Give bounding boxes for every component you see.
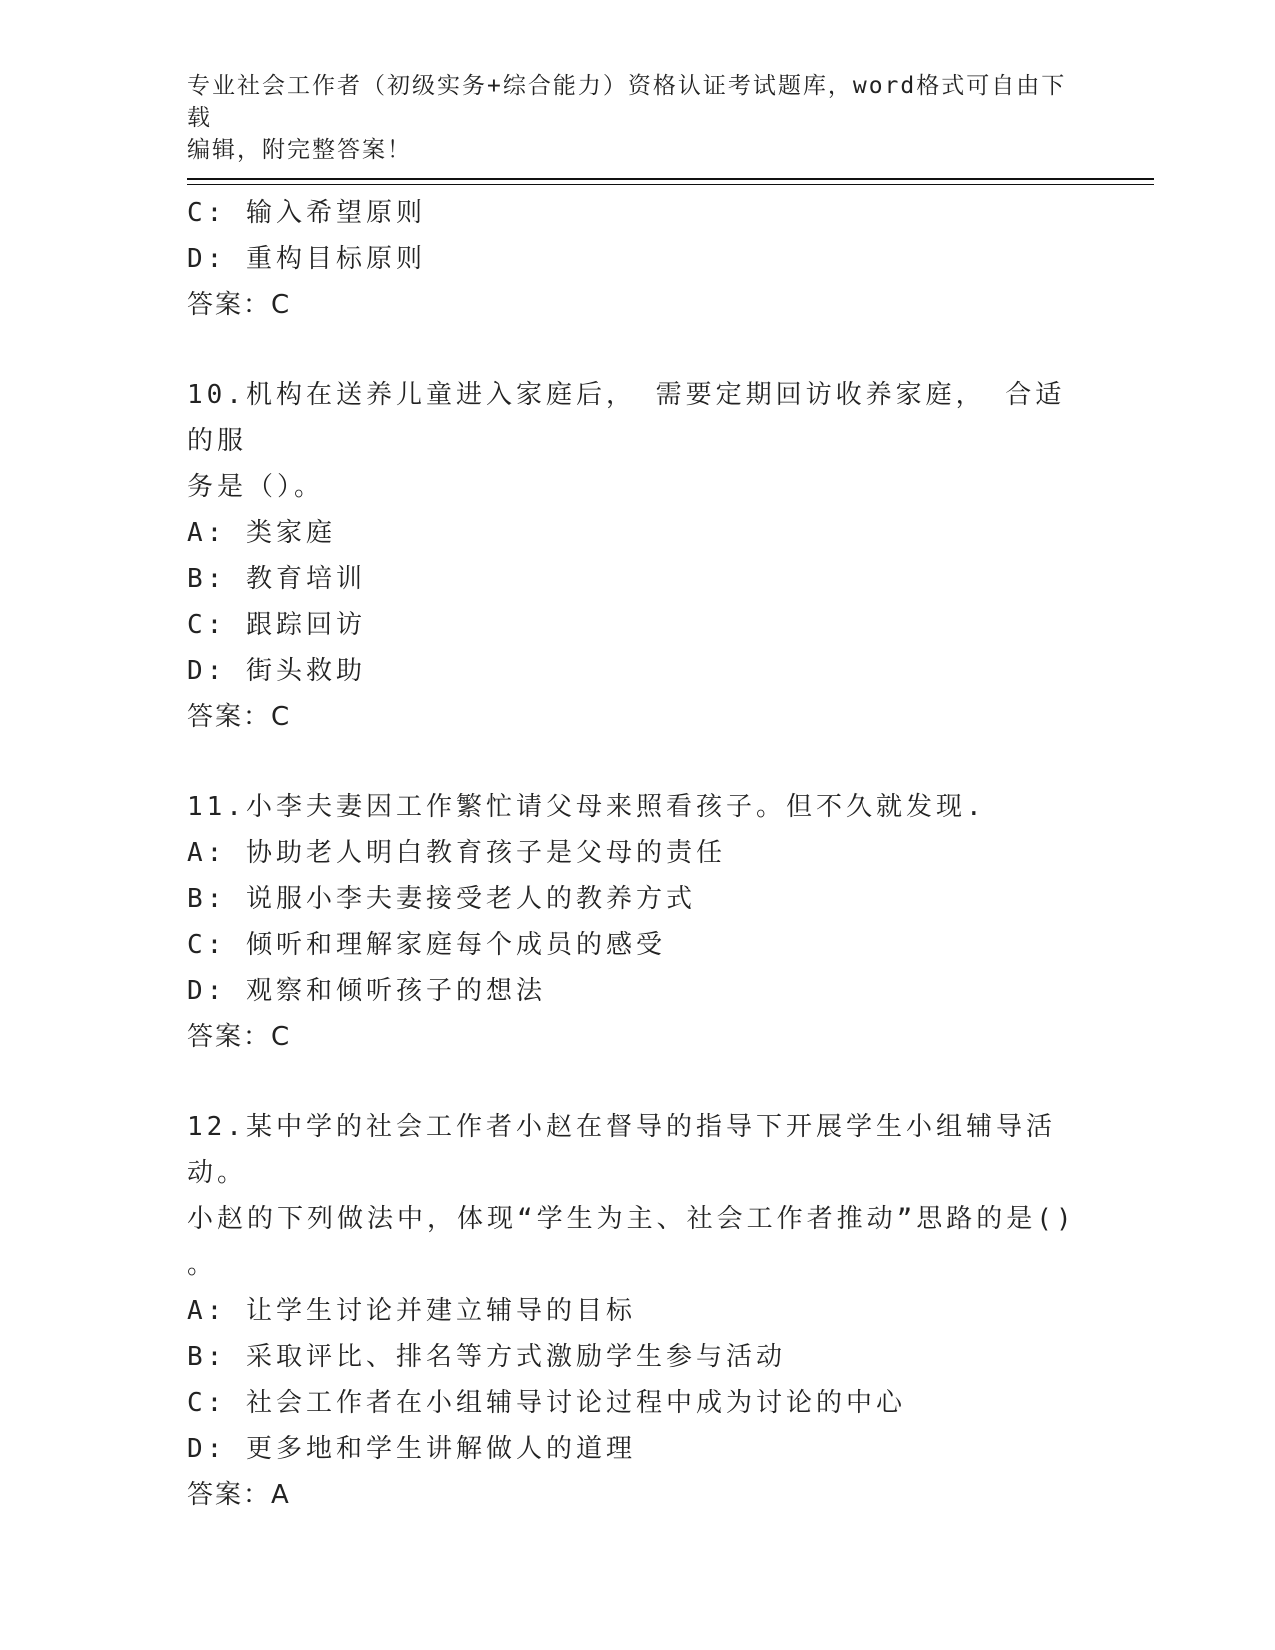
option-b: B: 采取评比、排名等方式激励学生参与活动 (187, 1342, 786, 1372)
option-a: A: 让学生讨论并建立辅导的目标 (187, 1296, 636, 1326)
answer: 答案：A (187, 1480, 291, 1510)
option-a: A: 协助老人明白教育孩子是父母的责任 (187, 838, 726, 868)
answer: 答案：C (187, 290, 292, 320)
question-stem-line: 11.小李夫妻因工作繁忙请父母来照看孩子。但不久就发现. (187, 792, 986, 822)
answer: 答案：C (187, 1022, 292, 1052)
header-line-1: 专业社会工作者（初级实务+综合能力）资格认证考试题库，word格式可自由下载 (187, 73, 1067, 131)
option-a: A: 类家庭 (187, 518, 336, 548)
question-9 (187, 190, 1087, 328)
option-d: D: 重构目标原则 (187, 244, 426, 274)
option-c: C: 跟踪回访 (187, 610, 366, 640)
question-stem-line: 12.某中学的社会工作者小赵在督导的指导下开展学生小组辅导活动。 (187, 1112, 1056, 1188)
document-header (187, 70, 1087, 166)
header-divider-thick (187, 178, 1154, 180)
question-11 (187, 784, 1087, 1060)
option-c: C: 倾听和理解家庭每个成员的感受 (187, 930, 666, 960)
header-divider-thin (187, 184, 1154, 185)
answer: 答案：C (187, 702, 292, 732)
header-line-2: 编辑，附完整答案！ (187, 137, 412, 163)
option-d: D: 观察和倾听孩子的想法 (187, 976, 546, 1006)
option-d: D: 更多地和学生讲解做人的道理 (187, 1434, 636, 1464)
question-list (187, 190, 1087, 1562)
question-12 (187, 1104, 1087, 1518)
option-d: D: 街头救助 (187, 656, 366, 686)
question-stem-line: 小赵的下列做法中，体现“学生为主、社会工作者推动”思路的是() (187, 1204, 1076, 1234)
option-c: C: 输入希望原则 (187, 198, 426, 228)
option-c: C: 社会工作者在小组辅导讨论过程中成为讨论的中心 (187, 1388, 906, 1418)
question-stem-line: 务是（）。 (187, 472, 325, 502)
option-b: B: 教育培训 (187, 564, 366, 594)
question-stem-line: 10.机构在送养儿童进入家庭后， 需要定期回访收养家庭， 合适的服 (187, 380, 1066, 456)
question-stem-line: 。 (187, 1250, 218, 1280)
question-10 (187, 372, 1087, 740)
option-b: B: 说服小李夫妻接受老人的教养方式 (187, 884, 696, 914)
